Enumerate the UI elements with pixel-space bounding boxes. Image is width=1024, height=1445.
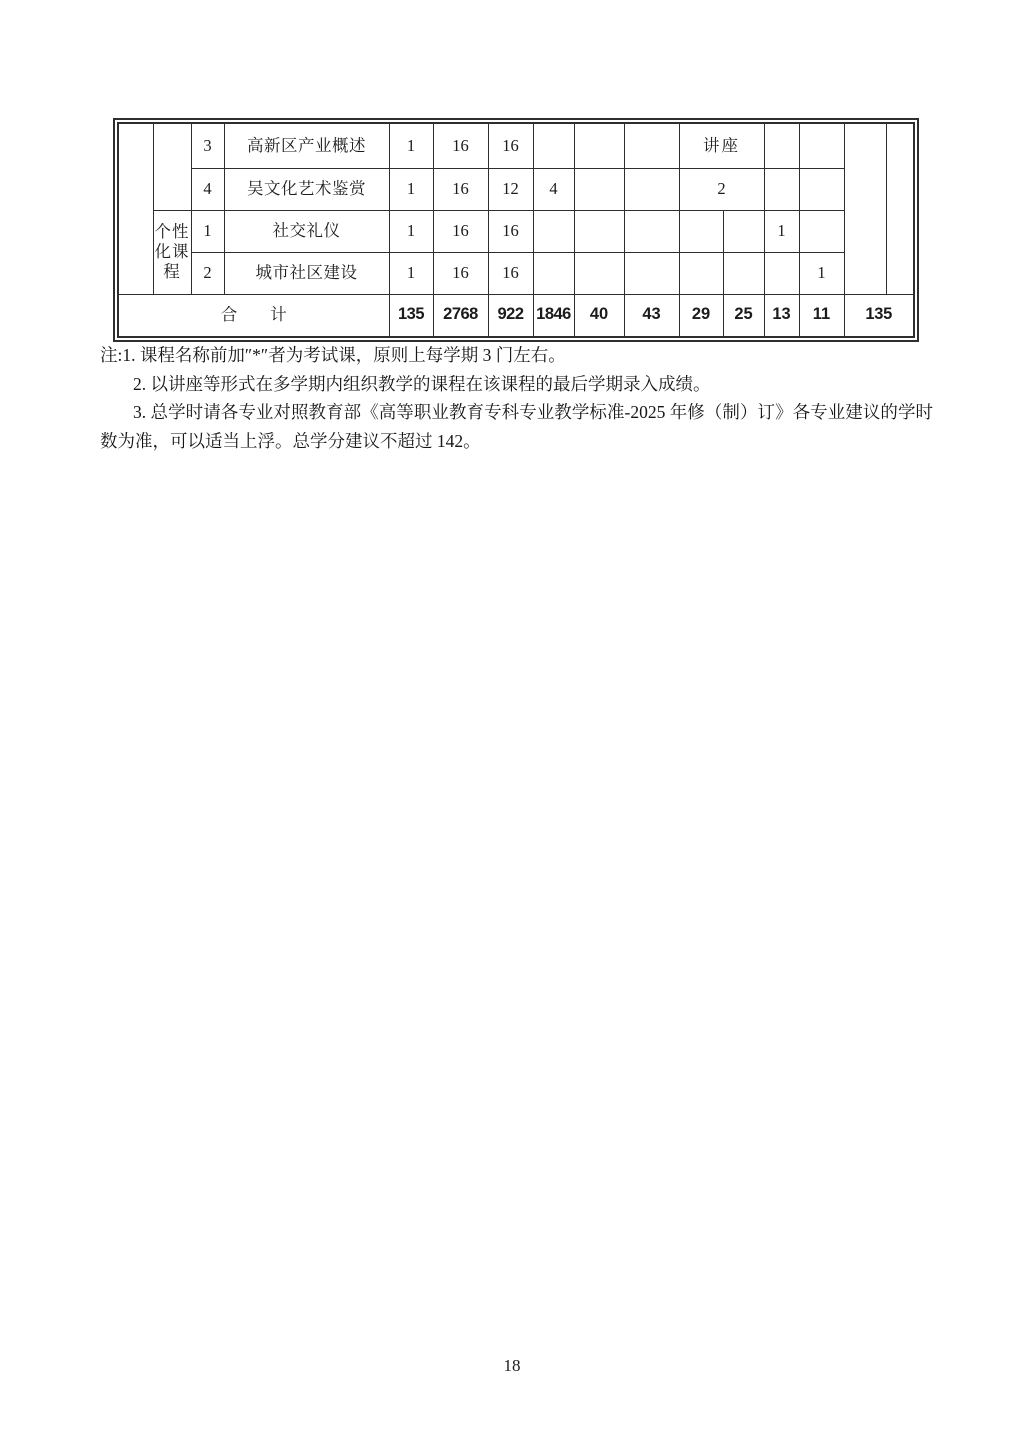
cell-serial: 2 — [191, 252, 224, 294]
note-line-2: 2. 以讲座等形式在多学期内组织教学的课程在该课程的最后学期录入成绩。 — [133, 373, 711, 394]
cell-sem6 — [799, 123, 844, 168]
total-sem6: 11 — [799, 294, 844, 337]
cell-serial: 1 — [191, 210, 224, 252]
notes-block — [100, 341, 933, 455]
total-sem4: 25 — [723, 294, 764, 337]
total-credits: 135 — [389, 294, 433, 337]
cell-sem5 — [764, 168, 799, 210]
total-theory-hours: 922 — [488, 294, 533, 337]
cell-course-name: 高新区产业概述 — [224, 123, 389, 168]
cell-sem4 — [723, 252, 764, 294]
cell-sem6 — [799, 168, 844, 210]
cell-credits: 1 — [389, 210, 433, 252]
cell-serial: 4 — [191, 168, 224, 210]
cell-serial: 3 — [191, 123, 224, 168]
cell-total-hours: 16 — [433, 210, 488, 252]
cell-sem3-4-merged: 2 — [679, 168, 764, 210]
cell-sem4 — [723, 210, 764, 252]
cell-credits: 1 — [389, 252, 433, 294]
cell-total-hours: 16 — [433, 123, 488, 168]
cell-sem5: 1 — [764, 210, 799, 252]
cell-theory-hours: 12 — [488, 168, 533, 210]
cell-sem6: 1 — [799, 252, 844, 294]
cell-sem1 — [574, 123, 624, 168]
total-sem5: 13 — [764, 294, 799, 337]
total-sem1: 40 — [574, 294, 624, 337]
total-sem3: 29 — [679, 294, 723, 337]
outer-category-cell-empty — [118, 123, 153, 294]
cell-practice-hours: 4 — [533, 168, 574, 210]
cell-sem2 — [624, 168, 679, 210]
total-hours: 2768 — [433, 294, 488, 337]
cell-credits: 1 — [389, 123, 433, 168]
table-row — [118, 210, 914, 252]
total-row — [118, 294, 914, 337]
cell-sem2 — [624, 123, 679, 168]
cell-practice-hours — [533, 210, 574, 252]
cell-course-name: 吴文化艺术鉴赏 — [224, 168, 389, 210]
total-exam-col: 135 — [844, 294, 914, 337]
cell-practice-hours — [533, 252, 574, 294]
table-row — [118, 168, 914, 210]
cell-theory-hours: 16 — [488, 123, 533, 168]
curriculum-table — [117, 122, 915, 338]
total-practice-hours: 1846 — [533, 294, 574, 337]
cell-course-name: 城市社区建设 — [224, 252, 389, 294]
cell-sem3 — [679, 210, 723, 252]
cell-sem5 — [764, 252, 799, 294]
cell-theory-hours: 16 — [488, 210, 533, 252]
cell-sem2 — [624, 210, 679, 252]
cell-sem3 — [679, 252, 723, 294]
total-sem2: 43 — [624, 294, 679, 337]
cell-sem1 — [574, 168, 624, 210]
cell-credits: 1 — [389, 168, 433, 210]
note-line-3: 3. 总学时请各专业对照教育部《高等职业教育专科专业教学标准-2025 年修（制）订》各专业建议的学时数为准，可以适当上浮。总学分建议不超过 142。 — [100, 402, 933, 451]
cell-sem3-4-merged: 讲座 — [679, 123, 764, 168]
note-line-1: 注:1. 课程名称前加″*″者为考试课，原则上每学期 3 门左右。 — [100, 345, 566, 365]
cell-sem2 — [624, 252, 679, 294]
cell-course-name: 社交礼仪 — [224, 210, 389, 252]
cell-sem6 — [799, 210, 844, 252]
cell-practice-hours — [533, 123, 574, 168]
table-row — [118, 252, 914, 294]
category-cell-empty — [153, 123, 191, 210]
tall-empty-cell — [844, 123, 886, 294]
cell-total-hours: 16 — [433, 252, 488, 294]
cell-total-hours: 16 — [433, 168, 488, 210]
curriculum-table-frame — [113, 118, 919, 342]
cell-sem1 — [574, 252, 624, 294]
cell-sem5 — [764, 123, 799, 168]
page-number: 18 — [503, 1356, 521, 1375]
category-cell-personalized: 个性化课程 — [153, 210, 191, 294]
total-label: 合 计 — [118, 294, 389, 337]
table-row — [118, 123, 914, 168]
cell-theory-hours: 16 — [488, 252, 533, 294]
cell-sem1 — [574, 210, 624, 252]
tall-empty-cell-narrow — [886, 123, 914, 294]
